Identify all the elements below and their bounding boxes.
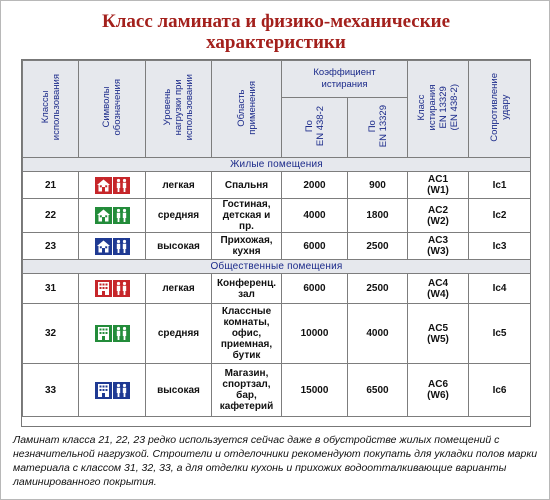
- en13329-cell: [348, 304, 408, 364]
- header-en13329: По EN 13329: [348, 98, 408, 158]
- area-cell: [212, 304, 282, 364]
- en13329-cell-text: 1800: [366, 210, 389, 221]
- symbol-cell: [79, 364, 146, 417]
- symbol-cell: [79, 233, 146, 260]
- wear-class-cell: [408, 199, 469, 233]
- en438-cell-text: 6000: [303, 283, 326, 294]
- impact-cell: [469, 274, 531, 304]
- load-cell: [146, 364, 212, 417]
- ac-label: AC1: [428, 174, 449, 185]
- impact-cell: [469, 304, 531, 364]
- title-line-2: характеристики: [206, 32, 346, 53]
- en438-cell: [282, 172, 348, 199]
- usage-symbols: [79, 238, 145, 255]
- area-cell: [212, 233, 282, 260]
- laminate-table: [22, 60, 531, 417]
- w-label: (W4): [427, 288, 449, 300]
- en13329-cell-text: 6500: [366, 384, 389, 396]
- impact-cell-text: Ic6: [492, 384, 507, 396]
- laminate-table-container: [21, 59, 531, 427]
- wear-class-cell: [408, 304, 469, 364]
- impact-cell: [469, 199, 531, 233]
- ac-label: AC3: [428, 235, 449, 246]
- load-cell: [146, 304, 212, 364]
- en13329-cell: [348, 199, 408, 233]
- load-cell-text: легкая: [162, 179, 195, 191]
- header-coefficient: Коэффициент истирания: [282, 61, 408, 98]
- en438-cell-text: 6000: [303, 240, 326, 252]
- symbol-cell: [79, 199, 146, 233]
- title-line-1: Класс ламината и физико-механические: [101, 11, 451, 32]
- section-public-label: Общественные помещения: [23, 260, 531, 274]
- impact-cell-text: Ic4: [492, 283, 507, 294]
- people-icon: [113, 382, 130, 399]
- symbol-cell: [79, 304, 146, 364]
- house-icon: [95, 177, 112, 194]
- building-icon: [95, 280, 112, 297]
- ac-label: AC6: [428, 379, 449, 390]
- en13329-cell: [348, 364, 408, 417]
- table-body: [23, 158, 531, 417]
- area-cell-text: Магазин, спортзал, бар, кафетерий: [219, 368, 274, 412]
- wear-class-cell: [408, 233, 469, 260]
- wear-class-cell: [408, 172, 469, 199]
- house-icon: [95, 238, 112, 255]
- caption-text: Ламинат класса 21, 22, 23 редко используется сейчас даже в обустройстве жилых помещений с незначительной нагрузкой. Строители и отделочники рекомендуют покупать для укладки полов марки материала с классом 31, 32, 33, а для отделки кухонь и прихожих водоотталкивающие варианты ламинированного покрытия.: [13, 434, 538, 488]
- header-load: Уровень нагрузки при использовании: [146, 61, 212, 158]
- table-row: [23, 304, 531, 364]
- area-cell-text: Гостиная, детская и пр.: [222, 199, 271, 232]
- class-cell: [23, 364, 79, 417]
- en13329-cell: [348, 172, 408, 199]
- impact-cell: [469, 172, 531, 199]
- usage-symbols: [79, 280, 145, 297]
- area-cell: [212, 172, 282, 199]
- usage-symbols: [79, 207, 145, 224]
- table-row: [23, 364, 531, 417]
- w-label: (W3): [427, 246, 449, 257]
- wear-class-cell: [408, 364, 469, 417]
- house-icon: [95, 207, 112, 224]
- en13329-cell-text: 4000: [366, 328, 389, 339]
- ac-label: AC4: [428, 277, 449, 289]
- class-cell: [23, 233, 79, 260]
- en438-cell-text: 10000: [300, 328, 329, 339]
- header-area: Область применения: [212, 61, 282, 158]
- en13329-cell-text: 2500: [366, 240, 389, 252]
- w-label: (W2): [427, 215, 449, 227]
- section-residential: [23, 158, 531, 172]
- area-cell-text: Классные комнаты, офис, приемная, бутик: [220, 306, 273, 361]
- load-cell-text: высокая: [157, 384, 200, 396]
- page-title: [1, 11, 550, 53]
- en438-cell-text: 15000: [300, 384, 329, 396]
- header-symbols: Символы обозначения: [79, 61, 146, 158]
- load-cell-text: высокая: [157, 240, 200, 252]
- load-cell: [146, 199, 212, 233]
- table-row: [23, 274, 531, 304]
- en13329-cell-text: 2500: [366, 283, 389, 294]
- class-cell: [23, 199, 79, 233]
- w-label: (W6): [427, 390, 449, 401]
- symbol-cell: [79, 274, 146, 304]
- class-cell-text: 33: [44, 384, 57, 396]
- usage-symbols: [79, 382, 145, 399]
- class-cell: [23, 274, 79, 304]
- en13329-cell: [348, 233, 408, 260]
- header-impact: Сопротивление удару: [469, 61, 531, 158]
- area-cell: [212, 274, 282, 304]
- area-cell-text: Конференц. зал: [216, 277, 277, 300]
- impact-cell: [469, 364, 531, 417]
- building-icon: [95, 382, 112, 399]
- people-icon: [113, 325, 130, 342]
- people-icon: [113, 280, 130, 297]
- area-cell: [212, 364, 282, 417]
- people-icon: [113, 238, 130, 255]
- en438-cell: [282, 199, 348, 233]
- building-icon: [95, 325, 112, 342]
- symbol-cell: [79, 172, 146, 199]
- ac-label: AC5: [428, 322, 449, 334]
- header-wear-class: Класс истирания EN 13329 (EN 438-2): [408, 61, 469, 158]
- impact-cell-text: Ic5: [492, 328, 507, 339]
- class-cell-text: 22: [44, 210, 57, 221]
- header-class: Классы использования: [23, 61, 79, 158]
- en438-cell: [282, 233, 348, 260]
- class-cell: [23, 304, 79, 364]
- class-cell: [23, 172, 79, 199]
- impact-cell-text: Ic2: [492, 210, 507, 221]
- people-icon: [113, 207, 130, 224]
- en438-cell-text: 2000: [303, 179, 326, 191]
- area-cell-text: Прихожая, кухня: [220, 235, 273, 257]
- class-cell-text: 32: [44, 328, 57, 339]
- load-cell: [146, 274, 212, 304]
- table-row: [23, 172, 531, 199]
- impact-cell-text: Ic3: [492, 240, 507, 252]
- section-residential-label: Жилые помещения: [23, 158, 531, 172]
- load-cell-text: средняя: [157, 328, 200, 339]
- en438-cell-text: 4000: [303, 210, 326, 221]
- w-label: (W5): [427, 333, 449, 345]
- impact-cell-text: Ic1: [492, 179, 507, 191]
- w-label: (W1): [427, 185, 449, 196]
- en13329-cell: [348, 274, 408, 304]
- area-cell-text: Спальня: [224, 179, 269, 191]
- load-cell-text: средняя: [157, 210, 200, 221]
- class-cell-text: 23: [44, 240, 57, 252]
- load-cell: [146, 233, 212, 260]
- header-en438: По EN 438-2: [282, 98, 348, 158]
- impact-cell: [469, 233, 531, 260]
- en13329-cell-text: 900: [369, 179, 386, 191]
- area-cell: [212, 199, 282, 233]
- section-public: [23, 260, 531, 274]
- class-cell-text: 31: [44, 283, 57, 294]
- wear-class-cell: [408, 274, 469, 304]
- table-row: [23, 199, 531, 233]
- usage-symbols: [79, 177, 145, 194]
- en438-cell: [282, 304, 348, 364]
- load-cell: [146, 172, 212, 199]
- usage-symbols: [79, 325, 145, 342]
- people-icon: [113, 177, 130, 194]
- en438-cell: [282, 274, 348, 304]
- load-cell-text: легкая: [162, 283, 195, 294]
- class-cell-text: 21: [44, 179, 57, 191]
- en438-cell: [282, 364, 348, 417]
- ac-label: AC2: [428, 204, 449, 216]
- table-row: [23, 233, 531, 260]
